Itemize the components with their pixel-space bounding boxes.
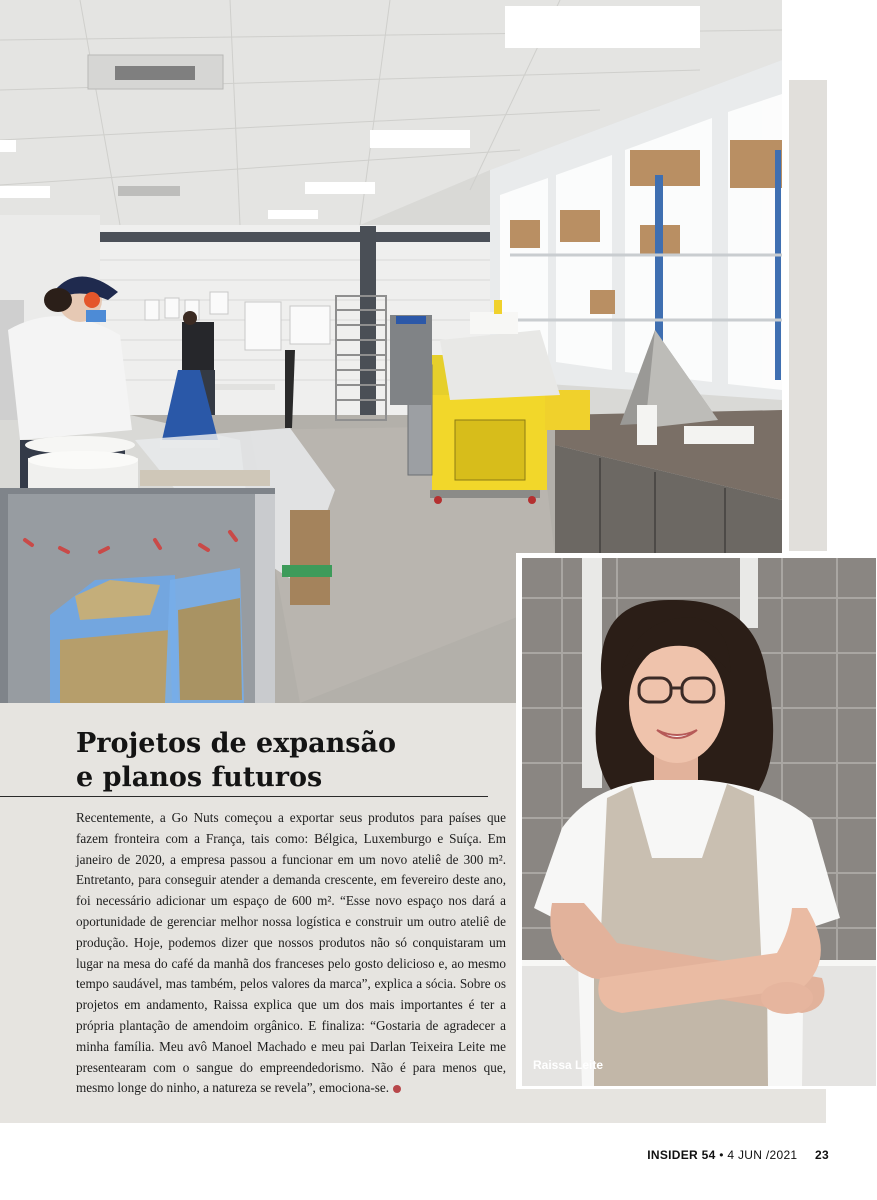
page-footer [647,1148,829,1162]
article-headline [76,727,496,795]
end-of-article-mark [393,1085,401,1093]
headline-line-1: Projetos de expansão [76,728,397,759]
portrait-caption: Raissa Leite [533,1058,604,1072]
footer-separator: • [719,1148,724,1162]
headline-line-2: e planos futuros [76,762,323,793]
article-body [76,808,506,1099]
publication-name: INSIDER 54 [647,1148,716,1162]
decorative-side-strip [789,80,827,551]
page-number: 23 [815,1148,829,1162]
article-body-text: Recentemente, a Go Nuts começou a exportar seus produtos para países que fazem fronteira com a França, tais como: Bélgica, Luxemburgo e Suíça. Em janeiro de 2020, a empresa passou a funcionar em um novo ateliê de 300 m². Entretanto, para conseguir atender a demanda crescente, em fevereiro deste ano, foi necessário adicionar um espaço de 600 m². “Esse novo espaço nos dará a oportunidade de gerenciar melhor nossa logística e construir um outro ateliê de produção. Hoje, podemos dizer que nossos produtos não só conquistaram um lugar na mesa do café da manhã dos franceses pelo gosto delicioso e, ao mesmo tempo saudável, mas também, pelos valores da marca”, explica a sócia. Sobre os projetos em andamento, Raissa explica que um dos mais importantes é ter a própria plantação de amendoim orgânico. E finaliza: “Gostaria de agradecer a minha família. Meu avô Manoel Machado e meu pai Darlan Teixeira Leite me presentearam com o sangue do empreendedorismo. Não é para menos que, mesmo longe do ninho, a natureza se revela”, emociona-se. [76,810,506,1096]
portrait-photo [522,558,876,1086]
headline-divider [0,796,488,797]
issue-date: 4 JUN /2021 [727,1148,798,1162]
